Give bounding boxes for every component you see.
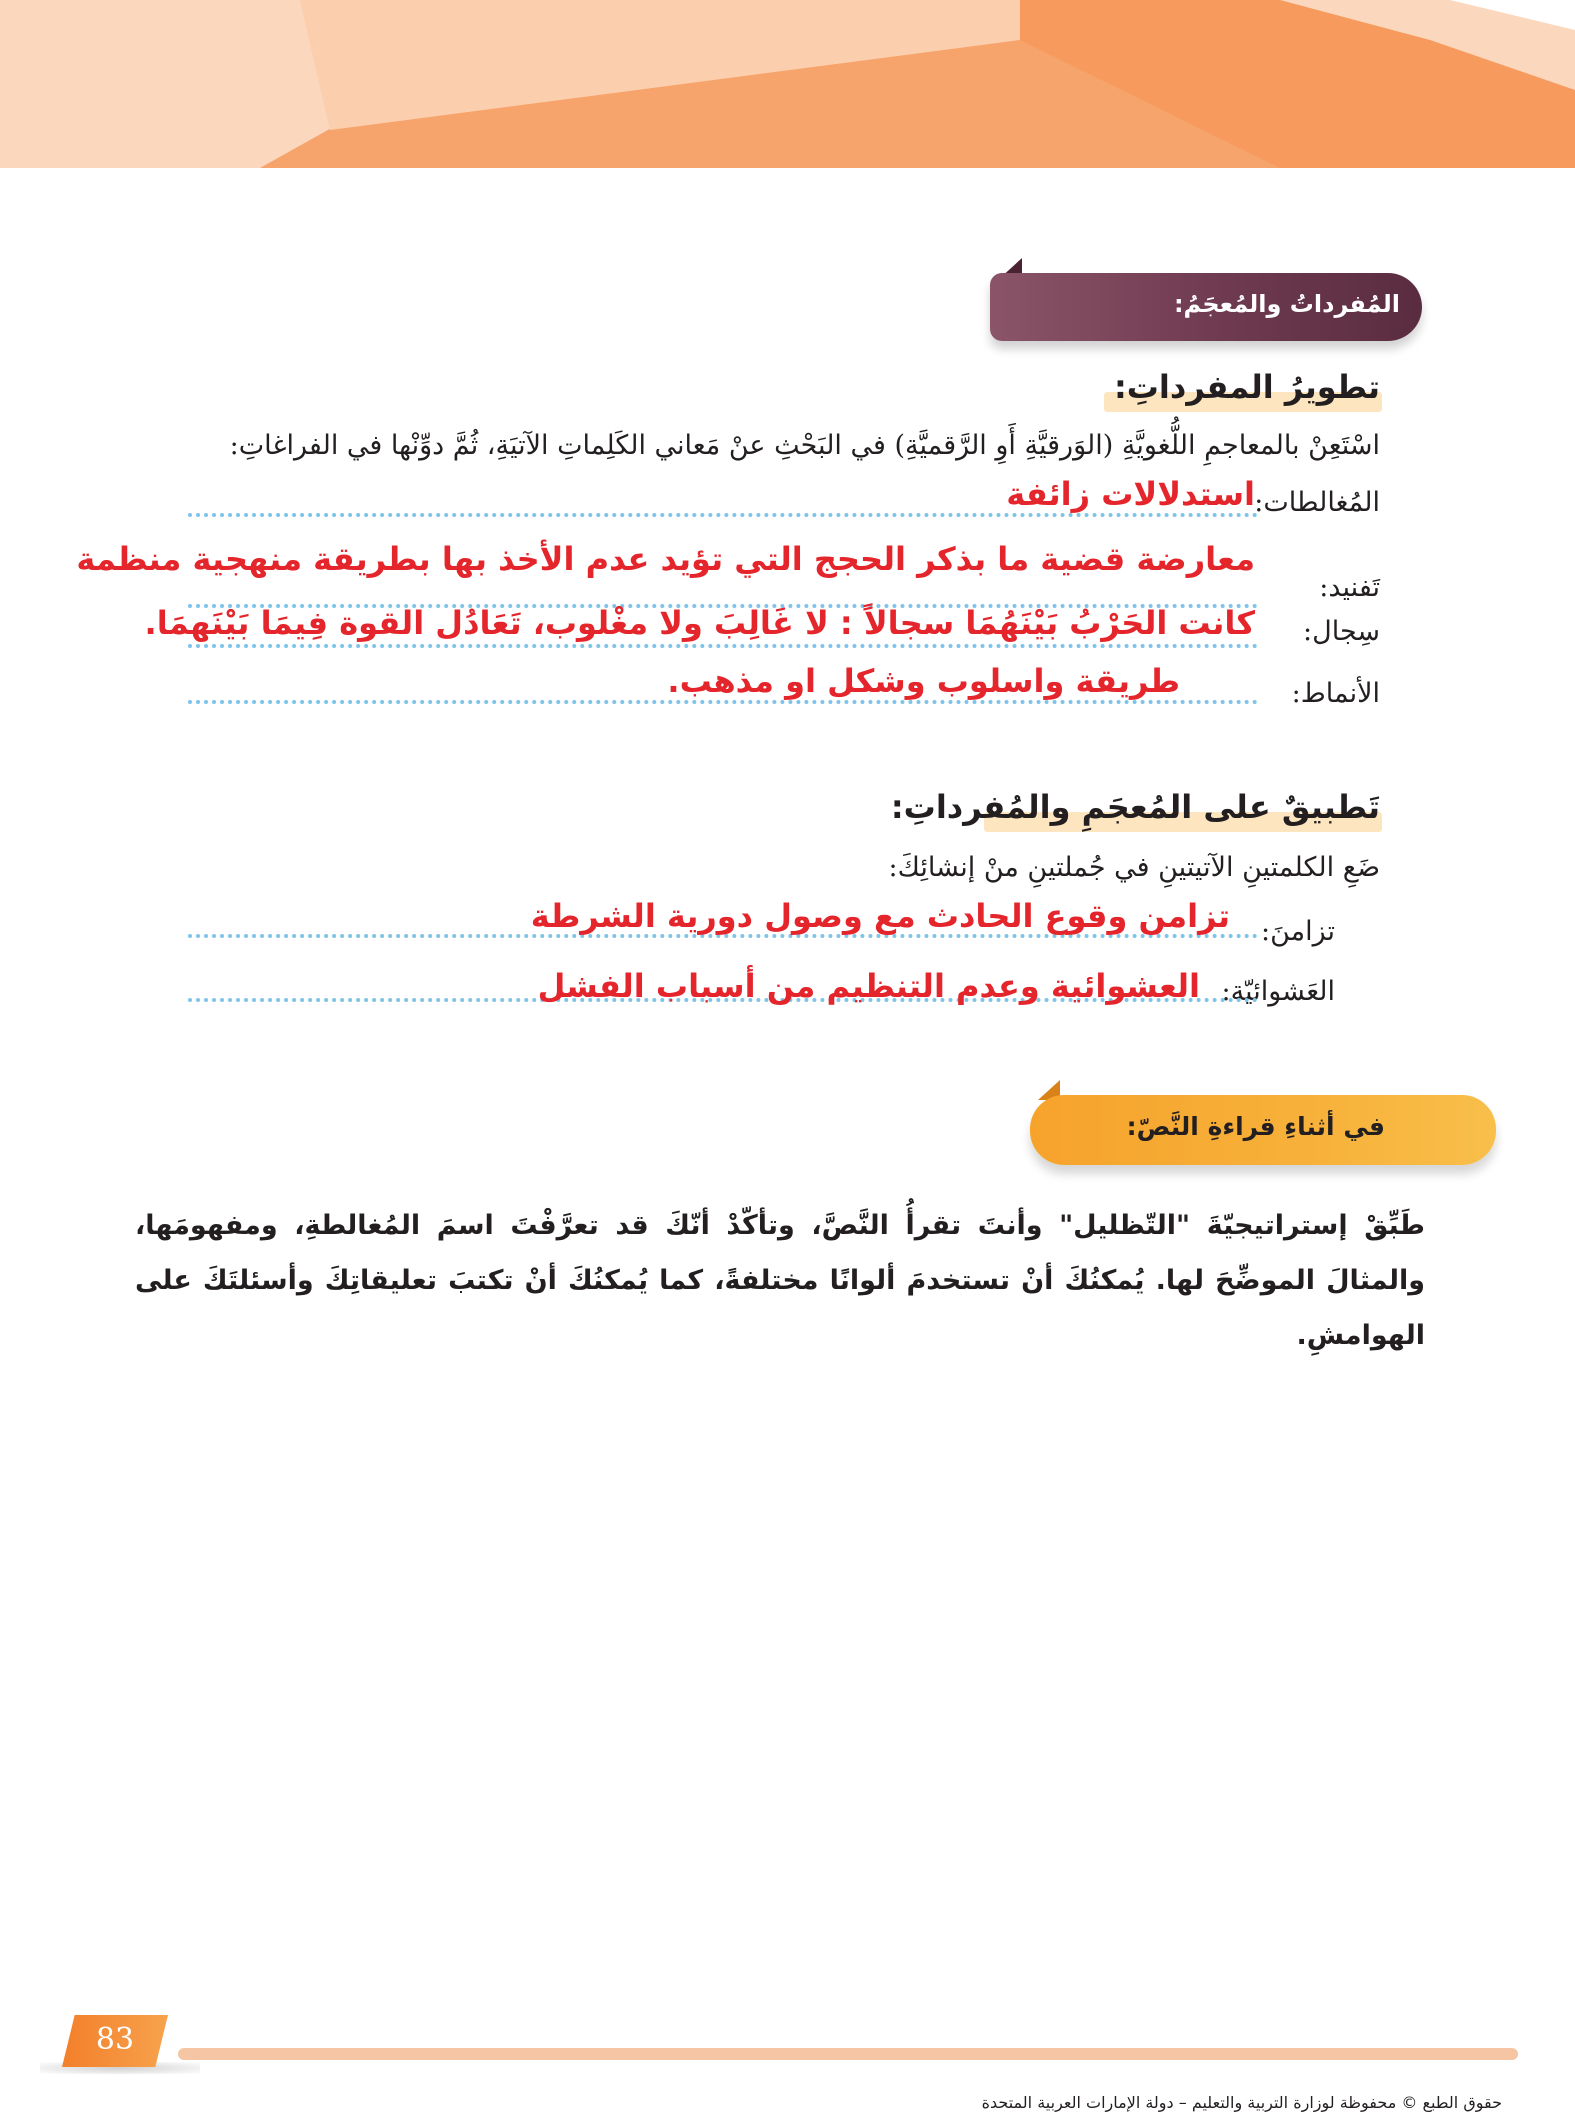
develop-instruction: اسْتَعِنْ بالمعاجمِ اللُّغويَّةِ (الوَرقيَّةِ أَوِ الرَّقميَّةِ) في البَحْثِ عنْ مَعاني الكَلِماتِ الآتيَةِ، ثُمَّ دوِّنْها في الفراغاتِ: (229, 430, 1380, 461)
answer-anmat[interactable]: طريقة واسلوب وشكل او مذهب. (667, 662, 1180, 700)
row-dots-mughalatat (188, 513, 1258, 517)
row-dots-sijal (188, 644, 1258, 648)
reading-section-title: في أثناءِ قراءةِ النَّصّ: (1126, 1112, 1385, 1141)
answer-sijal[interactable]: كانت الحَرْبُ بَيْنَهُمَا سجالاً : لا غَالِبَ ولا مغْلوب، تَعَادُل القوة فِيمَا بَيْنَهمَا. (144, 604, 1255, 642)
header-shapes (0, 0, 1575, 168)
row-label-sijal: سِجال: (1303, 616, 1380, 647)
page-number: 83 (95, 2022, 135, 2057)
row-dots-anmat (188, 700, 1258, 704)
develop-heading: تطويرُ المفرداتِ: (1113, 368, 1380, 406)
answer-ashwaiya[interactable]: العشوائية وعدم التنظيم من أسباب الفشل (537, 967, 1200, 1005)
reading-paragraph: طَبِّقْ إستراتيجيّةَ "التّظليل" وأنتَ تقرأُ النَّصَّ، وتأكّدْ أنّكَ قد تعرَّفْتَ اسمَ المُغالطةِ، ومفهومَها، والمثالَ الموضِّحَ لها. يُمكنُكَ أنْ تستخدمَ ألوانًا مختلفةً، كما يُمكنُكَ أنْ تكتبَ تعليقاتِكَ وأسئلتَكَ على الهوامشِ. (135, 1210, 1425, 1351)
vocab-section-title: المُفرداتُ والمُعجَمُ: (1173, 290, 1400, 318)
copyright-notice: حقوق الطبع © محفوظة لوزارة التربية والتعليم – دولة الإمارات العربية المتحدة (981, 2093, 1502, 2112)
row-label-tafnid: تَفنيد: (1319, 572, 1380, 603)
footer-bar (178, 2048, 1518, 2060)
answer-tafnid[interactable]: معارضة قضية ما بذكر الحجج التي تؤيد عدم الأخذ بها بطريقة منهجية منظمة (76, 540, 1255, 578)
answer-tazamana[interactable]: تزامن وقوع الحادث مع وصول دورية الشرطة (530, 897, 1230, 935)
apply-heading: تَطبيقٌ على المُعجَمِ والمُفرداتِ: (890, 788, 1380, 826)
row-label-anmat: الأنماط: (1291, 678, 1380, 709)
apply-instruction: ضَعِ الكلمتينِ الآتيتينِ في جُملتينِ منْ إنشائِكَ: (888, 852, 1380, 883)
row-label-tazamana: تزامنَ: (1260, 916, 1335, 947)
row-label-mughalatat: المُغالطات: (1254, 487, 1380, 518)
row-label-ashwaiya: العَشوائيّة: (1221, 976, 1335, 1007)
answer-mughalatat[interactable]: استدلالات زائفة (1006, 475, 1255, 513)
header-band (0, 0, 1575, 168)
